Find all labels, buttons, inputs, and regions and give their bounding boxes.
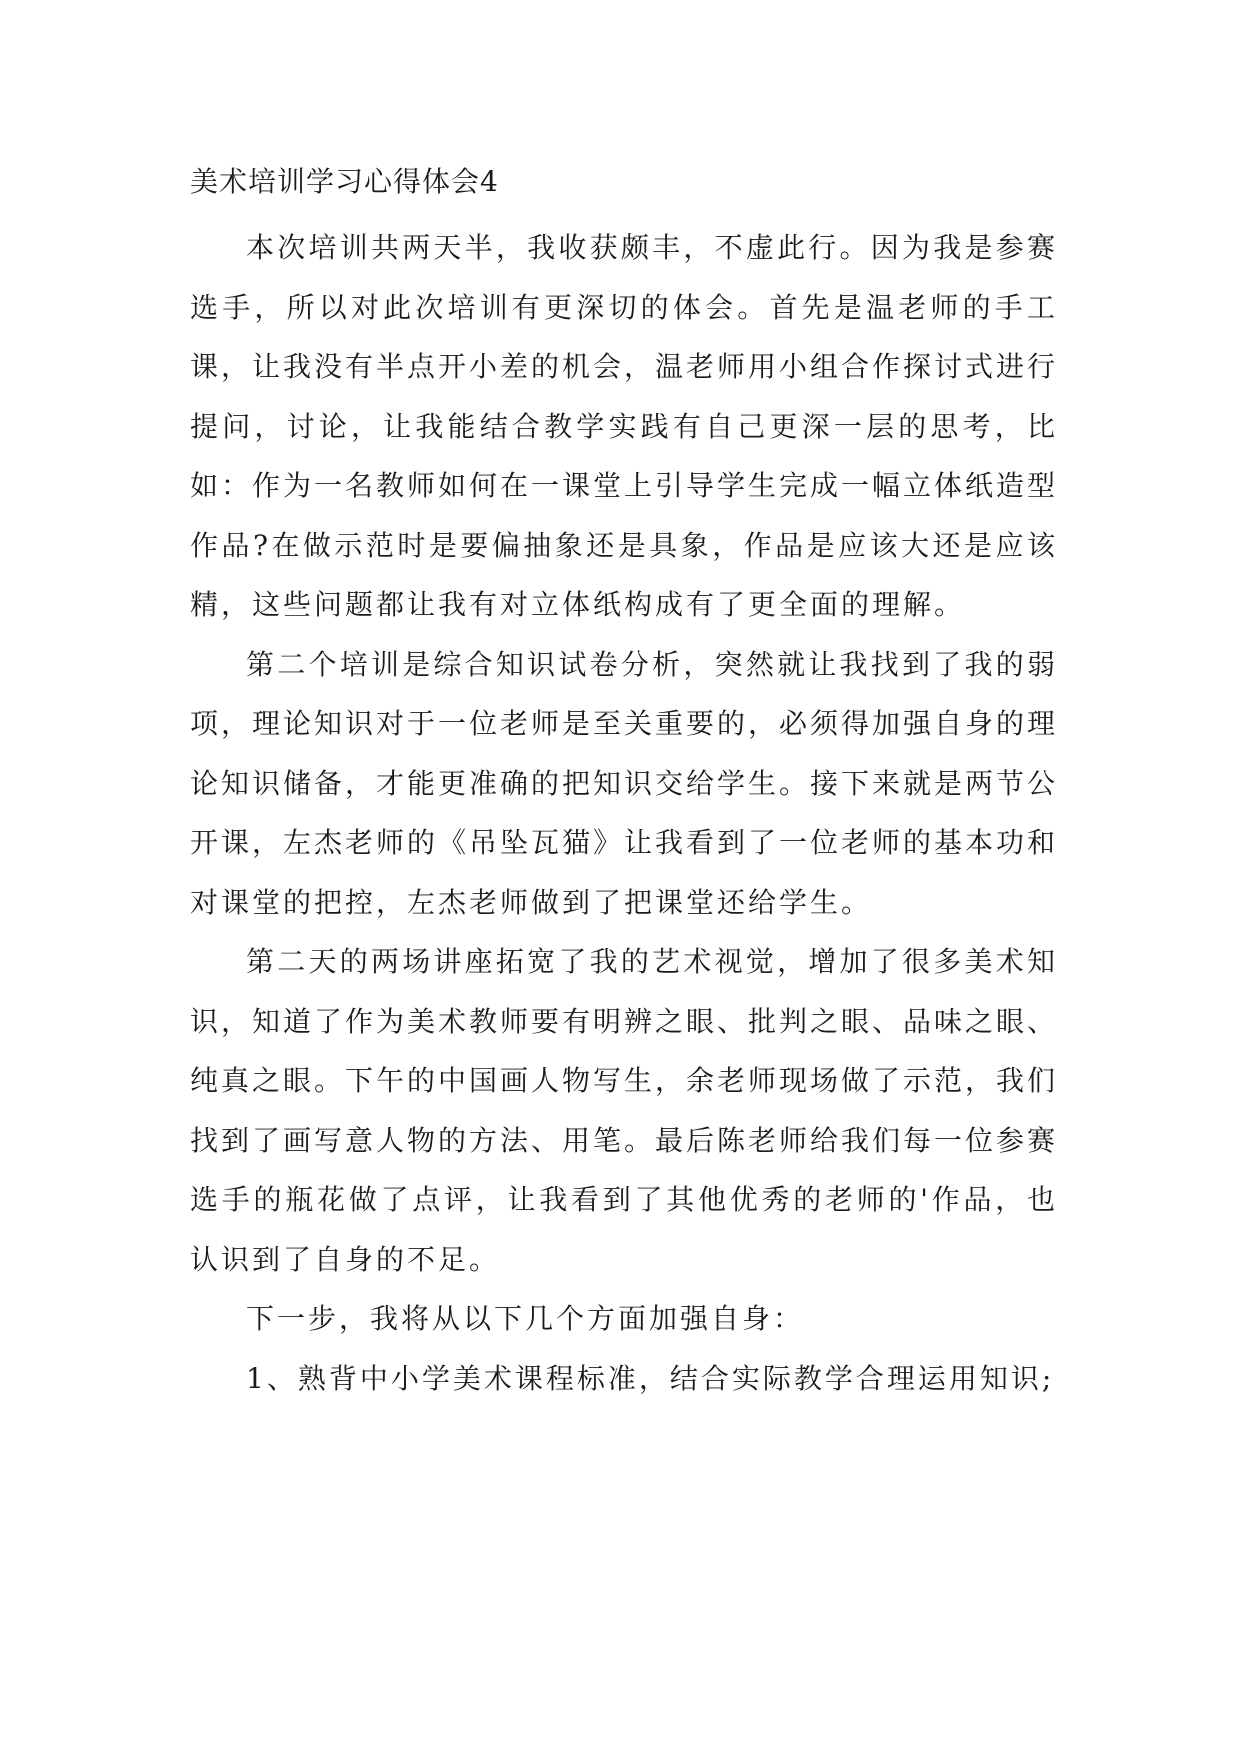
paragraph-5: 1、熟背中小学美术课程标准，结合实际教学合理运用知识; [246, 1361, 1055, 1395]
paragraph-4: 下一步，我将从以下几个方面加强自身： [246, 1302, 805, 1335]
document-body [190, 218, 1058, 1408]
paragraph-2: 第二个培训是综合知识试卷分析，突然就让我找到了我的弱项，理论知识对于一位老师是至关重要的，必须得加强自身的理论知识储备，才能更准确的把知识交给学生。接下来就是两节公开课，左杰老师的《吊坠瓦猫》让我看到了一位老师的基本功和对课堂的把控，左杰老师做到了把课堂还给学生。 [190, 647, 1059, 919]
document-title: 美术培训学习心得体会4 [190, 165, 499, 198]
paragraph-3: 第二天的两场讲座拓宽了我的艺术视觉，增加了很多美术知识，知道了作为美术教师要有明辨之眼、批判之眼、品味之眼、纯真之眼。下午的中国画人物写生，余老师现场做了示范，我们找到了画写意人物的方法、用笔。最后陈老师给我们每一位参赛选手的瓶花做了点评，让我看到了其他优秀的老师的'作品，也认识到了自身的不足。 [190, 945, 1059, 1276]
paragraph-1: 本次培训共两天半，我收获颇丰，不虚此行。因为我是参赛选手，所以对此次培训有更深切的体会。首先是温老师的手工课，让我没有半点开小差的机会，温老师用小组合作探讨式进行提问，讨论，让我能结合教学实践有自己更深一层的思考，比如：作为一名教师如何在一课堂上引导学生完成一幅立体纸造型作品?在做示范时是要偏抽象还是具象，作品是应该大还是应该精，这些问题都让我有对立体纸构成有了更全面的理解。 [190, 231, 1059, 621]
